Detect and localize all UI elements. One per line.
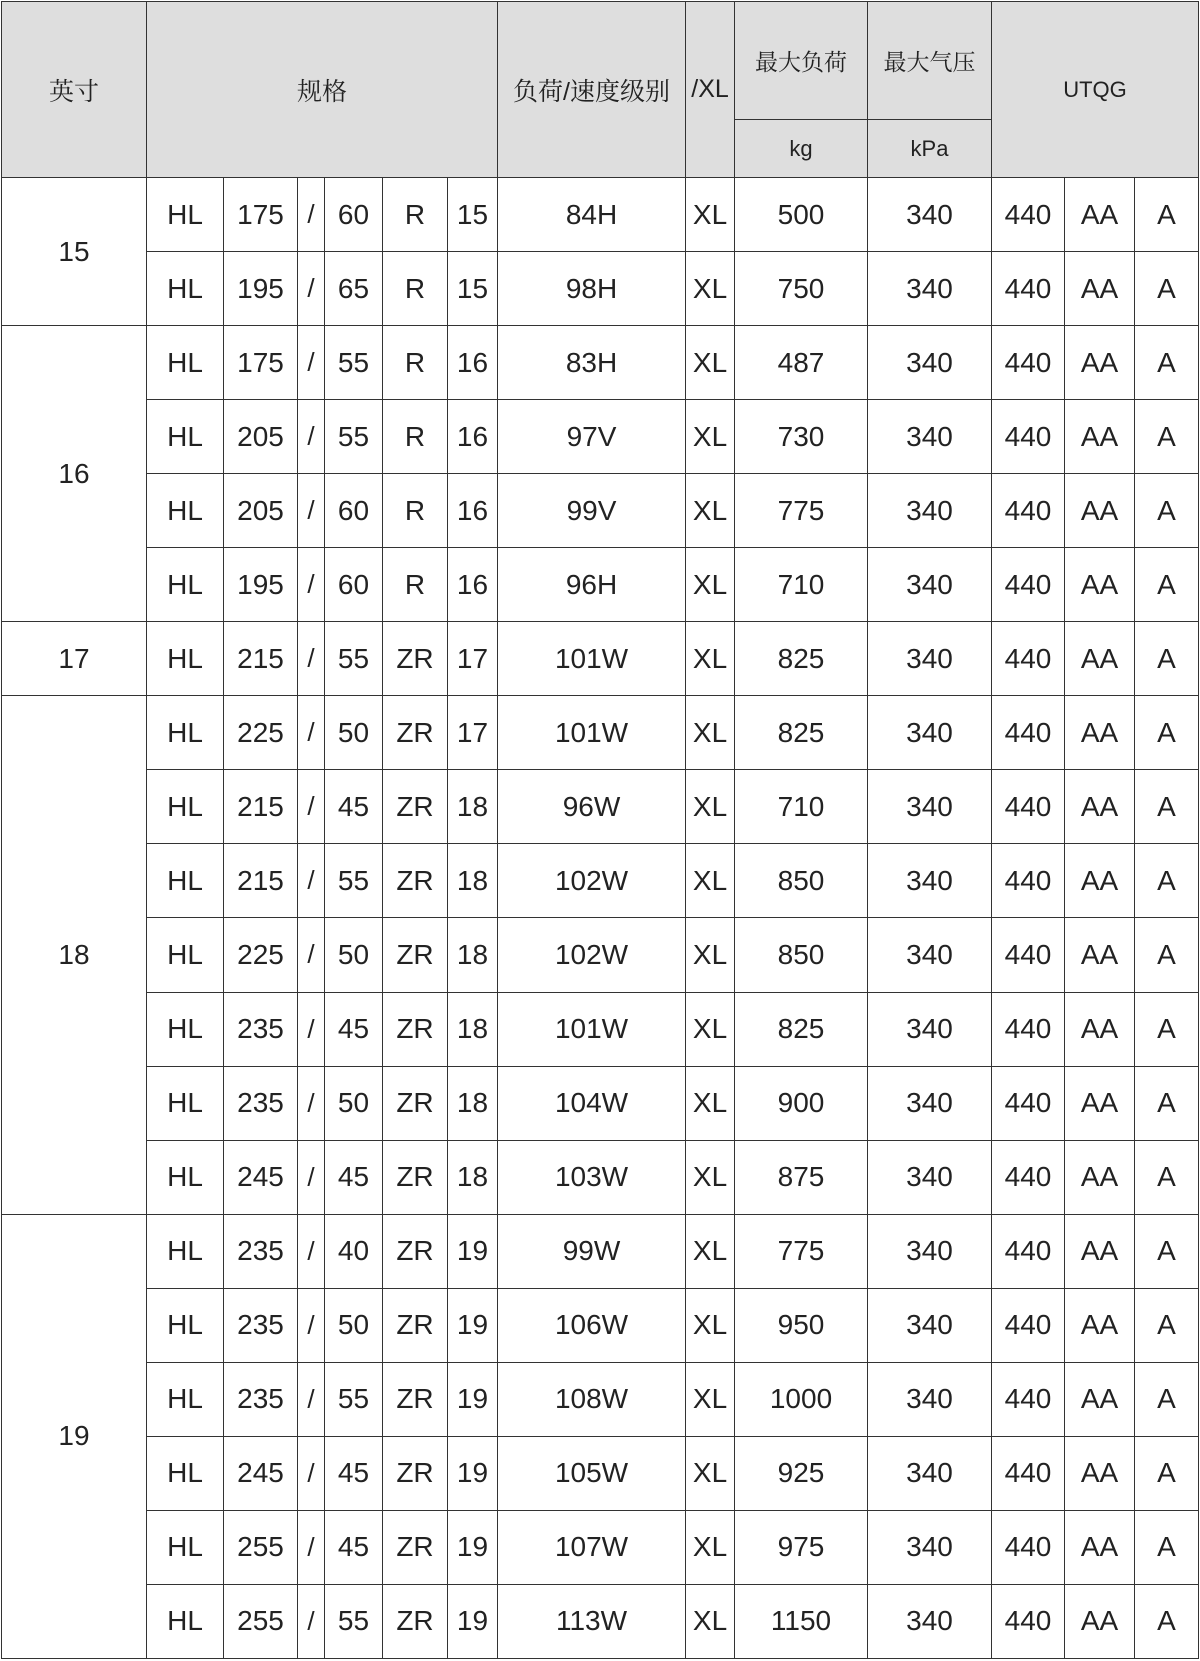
cell-separator: / xyxy=(298,770,325,844)
cell-rim-diameter: 19 xyxy=(448,1362,498,1436)
cell-rim-diameter: 19 xyxy=(448,1436,498,1510)
cell-construction: ZR xyxy=(383,1066,448,1140)
cell-construction: R xyxy=(383,178,448,252)
cell-utqg-traction: AA xyxy=(1065,1436,1135,1510)
cell-max-load: 775 xyxy=(735,1214,868,1288)
cell-max-load: 730 xyxy=(735,400,868,474)
table-body xyxy=(2,178,1199,1659)
cell-construction: ZR xyxy=(383,1214,448,1288)
cell-width: 205 xyxy=(224,400,298,474)
cell-max-load: 850 xyxy=(735,844,868,918)
cell-load-speed: 83H xyxy=(498,326,686,400)
cell-utqg-treadwear: 440 xyxy=(992,992,1065,1066)
cell-utqg-temperature: A xyxy=(1135,1584,1199,1658)
cell-rim-diameter: 16 xyxy=(448,548,498,622)
cell-construction: ZR xyxy=(383,622,448,696)
cell-load-speed: 113W xyxy=(498,1584,686,1658)
cell-brand: HL xyxy=(147,770,224,844)
cell-utqg-treadwear: 440 xyxy=(992,918,1065,992)
cell-width: 235 xyxy=(224,1066,298,1140)
header-max-load: 最大负荷 xyxy=(735,2,868,120)
cell-separator: / xyxy=(298,1066,325,1140)
cell-aspect-ratio: 50 xyxy=(325,1288,383,1362)
cell-max-load: 900 xyxy=(735,1066,868,1140)
cell-rim-diameter: 17 xyxy=(448,622,498,696)
cell-utqg-traction: AA xyxy=(1065,400,1135,474)
header-max-pressure: 最大气压 xyxy=(868,2,992,120)
cell-separator: / xyxy=(298,1436,325,1510)
cell-utqg-temperature: A xyxy=(1135,622,1199,696)
cell-xl: XL xyxy=(686,992,735,1066)
cell-width: 215 xyxy=(224,770,298,844)
cell-load-speed: 101W xyxy=(498,696,686,770)
cell-utqg-treadwear: 440 xyxy=(992,1362,1065,1436)
cell-aspect-ratio: 60 xyxy=(325,474,383,548)
cell-width: 235 xyxy=(224,992,298,1066)
cell-aspect-ratio: 45 xyxy=(325,1140,383,1214)
cell-separator: / xyxy=(298,1214,325,1288)
cell-xl: XL xyxy=(686,474,735,548)
table-row xyxy=(2,918,1199,992)
cell-width: 235 xyxy=(224,1362,298,1436)
cell-brand: HL xyxy=(147,1584,224,1658)
cell-rim-diameter: 15 xyxy=(448,252,498,326)
cell-construction: ZR xyxy=(383,696,448,770)
cell-brand: HL xyxy=(147,1066,224,1140)
cell-separator: / xyxy=(298,400,325,474)
cell-separator: / xyxy=(298,696,325,770)
cell-width: 175 xyxy=(224,326,298,400)
cell-construction: R xyxy=(383,252,448,326)
cell-max-pressure: 340 xyxy=(868,1436,992,1510)
cell-separator: / xyxy=(298,992,325,1066)
cell-max-load: 487 xyxy=(735,326,868,400)
table-row xyxy=(2,622,1199,696)
cell-xl: XL xyxy=(686,1510,735,1584)
cell-load-speed: 108W xyxy=(498,1362,686,1436)
cell-width: 225 xyxy=(224,696,298,770)
cell-load-speed: 96W xyxy=(498,770,686,844)
cell-xl: XL xyxy=(686,696,735,770)
tire-spec-table xyxy=(1,1,1199,1659)
cell-aspect-ratio: 60 xyxy=(325,178,383,252)
cell-rim-diameter: 15 xyxy=(448,178,498,252)
cell-load-speed: 84H xyxy=(498,178,686,252)
cell-utqg-traction: AA xyxy=(1065,474,1135,548)
cell-brand: HL xyxy=(147,1288,224,1362)
cell-max-load: 875 xyxy=(735,1140,868,1214)
cell-load-speed: 105W xyxy=(498,1436,686,1510)
cell-max-pressure: 340 xyxy=(868,696,992,770)
cell-rim-diameter: 16 xyxy=(448,326,498,400)
cell-brand: HL xyxy=(147,1362,224,1436)
table-row xyxy=(2,770,1199,844)
cell-brand: HL xyxy=(147,178,224,252)
cell-rim-diameter: 17 xyxy=(448,696,498,770)
cell-load-speed: 102W xyxy=(498,918,686,992)
cell-separator: / xyxy=(298,326,325,400)
cell-max-pressure: 340 xyxy=(868,992,992,1066)
cell-max-pressure: 340 xyxy=(868,844,992,918)
cell-utqg-temperature: A xyxy=(1135,548,1199,622)
cell-utqg-traction: AA xyxy=(1065,844,1135,918)
cell-utqg-temperature: A xyxy=(1135,326,1199,400)
cell-brand: HL xyxy=(147,696,224,770)
cell-utqg-temperature: A xyxy=(1135,1140,1199,1214)
cell-utqg-temperature: A xyxy=(1135,1288,1199,1362)
cell-construction: ZR xyxy=(383,1510,448,1584)
cell-rim-diameter: 18 xyxy=(448,1066,498,1140)
cell-aspect-ratio: 50 xyxy=(325,696,383,770)
cell-rim-diameter: 16 xyxy=(448,474,498,548)
cell-separator: / xyxy=(298,252,325,326)
cell-construction: ZR xyxy=(383,1362,448,1436)
cell-max-pressure: 340 xyxy=(868,1584,992,1658)
cell-max-pressure: 340 xyxy=(868,770,992,844)
cell-utqg-traction: AA xyxy=(1065,1510,1135,1584)
cell-brand: HL xyxy=(147,992,224,1066)
header-max-load-unit: kg xyxy=(735,120,868,178)
cell-brand: HL xyxy=(147,400,224,474)
cell-aspect-ratio: 55 xyxy=(325,622,383,696)
cell-max-pressure: 340 xyxy=(868,178,992,252)
cell-aspect-ratio: 65 xyxy=(325,252,383,326)
cell-width: 235 xyxy=(224,1214,298,1288)
cell-construction: ZR xyxy=(383,1288,448,1362)
cell-inch: 18 xyxy=(2,696,147,1214)
cell-brand: HL xyxy=(147,474,224,548)
cell-width: 255 xyxy=(224,1510,298,1584)
table-row xyxy=(2,844,1199,918)
cell-rim-diameter: 19 xyxy=(448,1288,498,1362)
cell-construction: R xyxy=(383,474,448,548)
cell-xl: XL xyxy=(686,548,735,622)
header-spec: 规格 xyxy=(147,2,498,178)
cell-load-speed: 103W xyxy=(498,1140,686,1214)
cell-brand: HL xyxy=(147,326,224,400)
cell-width: 255 xyxy=(224,1584,298,1658)
cell-xl: XL xyxy=(686,1140,735,1214)
cell-utqg-temperature: A xyxy=(1135,844,1199,918)
header-inch: 英寸 xyxy=(2,2,147,178)
cell-aspect-ratio: 45 xyxy=(325,992,383,1066)
cell-rim-diameter: 18 xyxy=(448,844,498,918)
cell-utqg-traction: AA xyxy=(1065,548,1135,622)
cell-separator: / xyxy=(298,548,325,622)
cell-aspect-ratio: 55 xyxy=(325,326,383,400)
cell-load-speed: 101W xyxy=(498,992,686,1066)
cell-separator: / xyxy=(298,1288,325,1362)
cell-aspect-ratio: 55 xyxy=(325,1362,383,1436)
cell-width: 235 xyxy=(224,1288,298,1362)
cell-utqg-traction: AA xyxy=(1065,326,1135,400)
cell-max-pressure: 340 xyxy=(868,548,992,622)
cell-aspect-ratio: 60 xyxy=(325,548,383,622)
header-max-pressure-unit: kPa xyxy=(868,120,992,178)
cell-construction: ZR xyxy=(383,918,448,992)
cell-separator: / xyxy=(298,1362,325,1436)
cell-load-speed: 98H xyxy=(498,252,686,326)
cell-rim-diameter: 19 xyxy=(448,1214,498,1288)
cell-aspect-ratio: 50 xyxy=(325,918,383,992)
cell-utqg-treadwear: 440 xyxy=(992,400,1065,474)
cell-width: 175 xyxy=(224,178,298,252)
cell-max-load: 500 xyxy=(735,178,868,252)
cell-utqg-temperature: A xyxy=(1135,770,1199,844)
table-row xyxy=(2,1510,1199,1584)
cell-utqg-temperature: A xyxy=(1135,1510,1199,1584)
cell-xl: XL xyxy=(686,400,735,474)
cell-construction: ZR xyxy=(383,1584,448,1658)
table-row xyxy=(2,696,1199,770)
table-row xyxy=(2,992,1199,1066)
cell-brand: HL xyxy=(147,1436,224,1510)
cell-utqg-treadwear: 440 xyxy=(992,178,1065,252)
cell-xl: XL xyxy=(686,326,735,400)
cell-construction: ZR xyxy=(383,770,448,844)
cell-width: 195 xyxy=(224,252,298,326)
cell-max-pressure: 340 xyxy=(868,1140,992,1214)
cell-max-pressure: 340 xyxy=(868,326,992,400)
cell-max-load: 750 xyxy=(735,252,868,326)
cell-max-pressure: 340 xyxy=(868,474,992,548)
cell-separator: / xyxy=(298,474,325,548)
table-row xyxy=(2,1140,1199,1214)
cell-xl: XL xyxy=(686,1584,735,1658)
cell-utqg-treadwear: 440 xyxy=(992,474,1065,548)
cell-utqg-traction: AA xyxy=(1065,178,1135,252)
cell-max-load: 975 xyxy=(735,1510,868,1584)
cell-separator: / xyxy=(298,622,325,696)
cell-utqg-temperature: A xyxy=(1135,1066,1199,1140)
cell-rim-diameter: 18 xyxy=(448,1140,498,1214)
cell-utqg-treadwear: 440 xyxy=(992,1436,1065,1510)
cell-brand: HL xyxy=(147,622,224,696)
table-row xyxy=(2,252,1199,326)
header-xl: /XL xyxy=(686,2,735,178)
cell-max-pressure: 340 xyxy=(868,1510,992,1584)
cell-xl: XL xyxy=(686,1066,735,1140)
cell-utqg-traction: AA xyxy=(1065,1584,1135,1658)
cell-brand: HL xyxy=(147,1140,224,1214)
cell-utqg-treadwear: 440 xyxy=(992,1140,1065,1214)
cell-aspect-ratio: 45 xyxy=(325,1510,383,1584)
cell-max-load: 850 xyxy=(735,918,868,992)
table-row xyxy=(2,474,1199,548)
cell-max-pressure: 340 xyxy=(868,1362,992,1436)
cell-width: 225 xyxy=(224,918,298,992)
table-row xyxy=(2,548,1199,622)
cell-inch: 17 xyxy=(2,622,147,696)
cell-brand: HL xyxy=(147,252,224,326)
cell-utqg-traction: AA xyxy=(1065,992,1135,1066)
cell-max-load: 825 xyxy=(735,622,868,696)
cell-utqg-treadwear: 440 xyxy=(992,1510,1065,1584)
cell-construction: ZR xyxy=(383,1140,448,1214)
cell-utqg-traction: AA xyxy=(1065,770,1135,844)
cell-width: 205 xyxy=(224,474,298,548)
cell-utqg-traction: AA xyxy=(1065,696,1135,770)
cell-utqg-treadwear: 440 xyxy=(992,1288,1065,1362)
cell-xl: XL xyxy=(686,1362,735,1436)
table-row xyxy=(2,1436,1199,1510)
cell-load-speed: 96H xyxy=(498,548,686,622)
cell-inch: 16 xyxy=(2,326,147,622)
cell-aspect-ratio: 45 xyxy=(325,770,383,844)
cell-brand: HL xyxy=(147,1510,224,1584)
cell-utqg-traction: AA xyxy=(1065,622,1135,696)
cell-max-load: 825 xyxy=(735,696,868,770)
cell-utqg-traction: AA xyxy=(1065,1362,1135,1436)
cell-rim-diameter: 19 xyxy=(448,1510,498,1584)
cell-brand: HL xyxy=(147,548,224,622)
cell-max-load: 710 xyxy=(735,548,868,622)
cell-aspect-ratio: 55 xyxy=(325,400,383,474)
cell-utqg-treadwear: 440 xyxy=(992,770,1065,844)
cell-utqg-treadwear: 440 xyxy=(992,326,1065,400)
cell-utqg-temperature: A xyxy=(1135,992,1199,1066)
cell-xl: XL xyxy=(686,252,735,326)
cell-width: 215 xyxy=(224,622,298,696)
cell-max-load: 925 xyxy=(735,1436,868,1510)
table-row xyxy=(2,326,1199,400)
cell-load-speed: 99V xyxy=(498,474,686,548)
table-row xyxy=(2,1066,1199,1140)
cell-utqg-temperature: A xyxy=(1135,1214,1199,1288)
cell-separator: / xyxy=(298,1510,325,1584)
cell-utqg-traction: AA xyxy=(1065,1066,1135,1140)
cell-construction: R xyxy=(383,326,448,400)
table-row xyxy=(2,1288,1199,1362)
cell-rim-diameter: 19 xyxy=(448,1584,498,1658)
cell-max-pressure: 340 xyxy=(868,252,992,326)
cell-utqg-temperature: A xyxy=(1135,696,1199,770)
cell-utqg-treadwear: 440 xyxy=(992,1066,1065,1140)
cell-utqg-traction: AA xyxy=(1065,918,1135,992)
cell-max-load: 1000 xyxy=(735,1362,868,1436)
cell-max-pressure: 340 xyxy=(868,400,992,474)
cell-utqg-temperature: A xyxy=(1135,252,1199,326)
cell-inch: 15 xyxy=(2,178,147,326)
cell-xl: XL xyxy=(686,770,735,844)
cell-xl: XL xyxy=(686,1214,735,1288)
cell-aspect-ratio: 55 xyxy=(325,844,383,918)
cell-utqg-traction: AA xyxy=(1065,1288,1135,1362)
table-row xyxy=(2,1214,1199,1288)
table-row xyxy=(2,400,1199,474)
cell-xl: XL xyxy=(686,844,735,918)
cell-construction: R xyxy=(383,400,448,474)
cell-max-load: 1150 xyxy=(735,1584,868,1658)
cell-aspect-ratio: 50 xyxy=(325,1066,383,1140)
cell-rim-diameter: 18 xyxy=(448,992,498,1066)
cell-utqg-traction: AA xyxy=(1065,1214,1135,1288)
cell-max-pressure: 340 xyxy=(868,1214,992,1288)
cell-max-pressure: 340 xyxy=(868,1066,992,1140)
cell-xl: XL xyxy=(686,918,735,992)
cell-rim-diameter: 16 xyxy=(448,400,498,474)
header-utqg: UTQG xyxy=(992,2,1199,178)
cell-width: 245 xyxy=(224,1436,298,1510)
cell-utqg-treadwear: 440 xyxy=(992,622,1065,696)
cell-construction: R xyxy=(383,548,448,622)
cell-separator: / xyxy=(298,1140,325,1214)
cell-rim-diameter: 18 xyxy=(448,770,498,844)
cell-rim-diameter: 18 xyxy=(448,918,498,992)
cell-xl: XL xyxy=(686,178,735,252)
cell-xl: XL xyxy=(686,1436,735,1510)
cell-width: 245 xyxy=(224,1140,298,1214)
cell-load-speed: 106W xyxy=(498,1288,686,1362)
cell-aspect-ratio: 55 xyxy=(325,1584,383,1658)
cell-brand: HL xyxy=(147,844,224,918)
cell-separator: / xyxy=(298,1584,325,1658)
cell-separator: / xyxy=(298,178,325,252)
cell-utqg-temperature: A xyxy=(1135,1362,1199,1436)
cell-brand: HL xyxy=(147,1214,224,1288)
cell-utqg-treadwear: 440 xyxy=(992,844,1065,918)
cell-brand: HL xyxy=(147,918,224,992)
cell-utqg-temperature: A xyxy=(1135,918,1199,992)
cell-load-speed: 99W xyxy=(498,1214,686,1288)
table-row xyxy=(2,1584,1199,1658)
cell-load-speed: 102W xyxy=(498,844,686,918)
cell-max-load: 950 xyxy=(735,1288,868,1362)
cell-xl: XL xyxy=(686,1288,735,1362)
cell-aspect-ratio: 40 xyxy=(325,1214,383,1288)
cell-max-pressure: 340 xyxy=(868,1288,992,1362)
cell-utqg-temperature: A xyxy=(1135,400,1199,474)
cell-inch: 19 xyxy=(2,1214,147,1658)
cell-max-pressure: 340 xyxy=(868,622,992,696)
cell-utqg-treadwear: 440 xyxy=(992,548,1065,622)
table-header xyxy=(2,2,1199,178)
cell-construction: ZR xyxy=(383,1436,448,1510)
cell-max-pressure: 340 xyxy=(868,918,992,992)
cell-load-speed: 104W xyxy=(498,1066,686,1140)
cell-xl: XL xyxy=(686,622,735,696)
cell-width: 215 xyxy=(224,844,298,918)
cell-utqg-treadwear: 440 xyxy=(992,696,1065,770)
cell-width: 195 xyxy=(224,548,298,622)
header-load-speed: 负荷/速度级别 xyxy=(498,2,686,178)
cell-utqg-treadwear: 440 xyxy=(992,252,1065,326)
cell-utqg-temperature: A xyxy=(1135,474,1199,548)
cell-load-speed: 101W xyxy=(498,622,686,696)
cell-utqg-temperature: A xyxy=(1135,178,1199,252)
cell-load-speed: 97V xyxy=(498,400,686,474)
cell-aspect-ratio: 45 xyxy=(325,1436,383,1510)
cell-utqg-traction: AA xyxy=(1065,252,1135,326)
cell-separator: / xyxy=(298,918,325,992)
cell-utqg-treadwear: 440 xyxy=(992,1584,1065,1658)
cell-construction: ZR xyxy=(383,844,448,918)
cell-max-load: 825 xyxy=(735,992,868,1066)
cell-load-speed: 107W xyxy=(498,1510,686,1584)
cell-utqg-traction: AA xyxy=(1065,1140,1135,1214)
table-row xyxy=(2,1362,1199,1436)
cell-utqg-temperature: A xyxy=(1135,1436,1199,1510)
cell-separator: / xyxy=(298,844,325,918)
cell-max-load: 710 xyxy=(735,770,868,844)
cell-max-load: 775 xyxy=(735,474,868,548)
cell-construction: ZR xyxy=(383,992,448,1066)
table-row xyxy=(2,178,1199,252)
cell-utqg-treadwear: 440 xyxy=(992,1214,1065,1288)
